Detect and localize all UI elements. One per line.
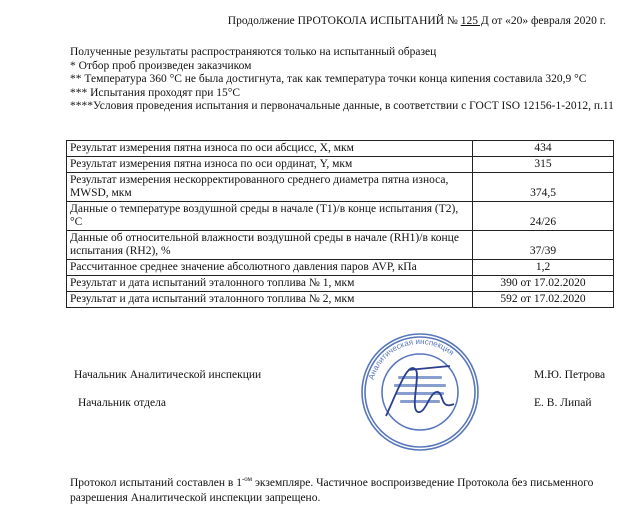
- table-row: [67, 202, 614, 231]
- row-label: Рассчитанное среднее значение абсолютного давления паров AVP, кПа: [67, 260, 473, 276]
- results-table: [66, 140, 614, 308]
- note-temperature: ** Температура 360 °С не была достигнута, так как температура точки конца кипения составила 320,9 °С: [70, 73, 587, 86]
- row-value: 592 от 17.02.2020: [473, 292, 614, 308]
- table-row: [67, 276, 614, 292]
- row-label: Данные о температуре воздушной среды в начале (T1)/в конце испытания (T2), °С: [67, 202, 473, 231]
- table-row: [67, 260, 614, 276]
- note-sampling: * Отбор проб произведен заказчиком: [70, 59, 252, 72]
- protocol-header: [0, 15, 606, 27]
- notes-block: [70, 46, 618, 114]
- row-value: 37/39: [473, 231, 614, 260]
- stamp-text: Аналитическая инспекция: [366, 336, 456, 381]
- signatory-role-1: Начальник Аналитической инспекции: [74, 369, 262, 381]
- row-label: Результат и дата испытаний эталонного топлива № 1, мкм: [67, 276, 473, 292]
- row-value: 24/26: [473, 202, 614, 231]
- note-test-temp: *** Испытания проходят при 15°С: [70, 86, 241, 99]
- table-row: [67, 231, 614, 260]
- note-conditions: ****Условия проведения испытания и первоначальные данные, в соответствии с ГОСТ ISO 12156-1-2012, п.11: [70, 100, 614, 113]
- signature-scribble: [386, 366, 454, 416]
- footer-text-2: экземпляре. Частичное воспроизведение Протокола без письменного разрешения Аналитической инспекции запрещено.: [70, 477, 594, 504]
- footer-text-1: Протокол испытаний составлен в 1: [70, 477, 242, 489]
- svg-text:Аналитическая инспекция: [367, 337, 456, 381]
- row-label: Результат и дата испытаний эталонного топлива № 2, мкм: [67, 292, 473, 308]
- row-label: Результат измерения пятна износа по оси абсцисс, X, мкм: [67, 141, 473, 157]
- row-label: Результат измерения нескорректированного среднего диаметра пятна износа, MWSD, мкм: [67, 173, 473, 202]
- signatory-name-1: М.Ю. Петрова: [534, 369, 606, 381]
- table-row: [67, 173, 614, 202]
- footer-superscript: -ом: [241, 475, 253, 484]
- header-suffix: от «20» февраля 2020 г.: [488, 15, 606, 27]
- row-value: 390 от 17.02.2020: [473, 276, 614, 292]
- signatory-name-2: Е. В. Липай: [534, 397, 592, 409]
- row-value: 434: [473, 141, 614, 157]
- header-prefix: Продолжение ПРОТОКОЛА ИСПЫТАНИЙ №: [227, 15, 461, 27]
- protocol-number: 125 Д: [460, 15, 489, 27]
- footer-note: [70, 476, 620, 506]
- row-value: 374,5: [473, 173, 614, 202]
- row-value: 315: [473, 157, 614, 173]
- row-label: Данные об относительной влажности воздушной среды в начале (RH1)/в конце испытания (RH2), %: [67, 231, 473, 260]
- table-row: [67, 141, 614, 157]
- row-label: Результат измерения пятна износа по оси ординат, Y, мкм: [67, 157, 473, 173]
- row-value: 1,2: [473, 260, 614, 276]
- note-scope: Полученные результаты распространяются только на испытанный образец: [70, 46, 437, 58]
- table-row: [67, 292, 614, 308]
- table-row: [67, 157, 614, 173]
- signatory-role-2: Начальник отдела: [78, 397, 166, 409]
- official-stamp: [358, 330, 482, 454]
